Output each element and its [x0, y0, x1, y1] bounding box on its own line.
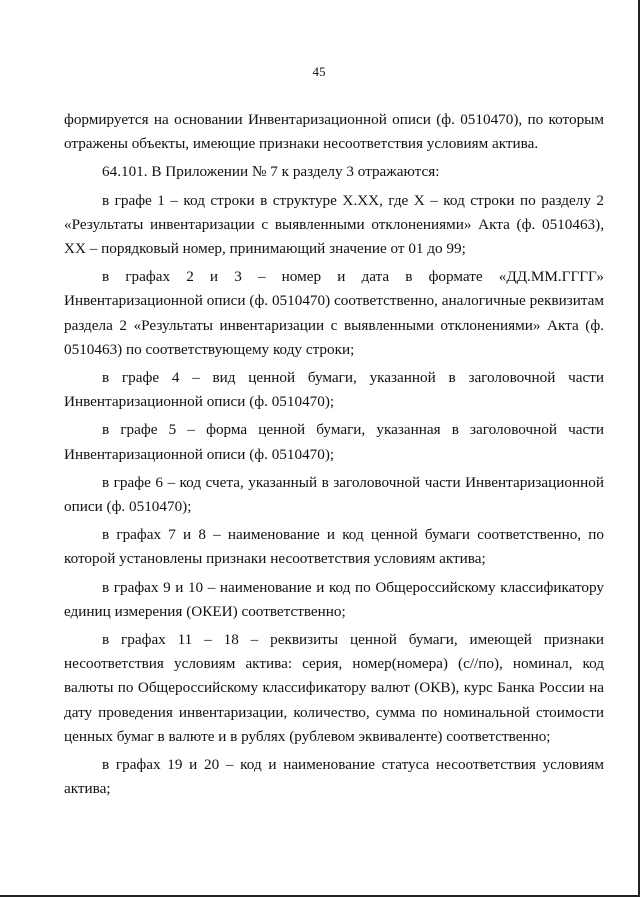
paragraph: в графах 7 и 8 – наименование и код ценной бумаги соответственно, по которой установлены признаки несоответствия условиям актива; [64, 526, 604, 568]
paragraph: в графах 11 – 18 – реквизиты ценной бумаги, имеющей признаки несоответствия условиям актива: серия, номер(номера) (с//по), номинал, код валюты по Общероссийскому классификатору валют (ОКВ), курс Банка России на дату проведения инвентаризации, количество, сумма по номинальной стоимости ценных бумаг в валюте и в рублях (рублевом эквиваленте) соответственно; [64, 631, 604, 745]
page-number: 45 [312, 64, 326, 79]
paragraph: в графе 5 – форма ценной бумаги, указанная в заголовочной части Инвентаризационной описи (ф. 0510470); [64, 421, 604, 463]
paragraph: в графе 6 – код счета, указанный в заголовочной части Инвентаризационной описи (ф. 0510470); [64, 473, 604, 516]
paragraph: в графах 9 и 10 – наименование и код по Общероссийскому классификатору единиц измерения (ОКЕИ) соответственно; [64, 578, 604, 620]
document-body [64, 108, 604, 801]
paragraph: формируется на основании Инвентаризационной описи (ф. 0510470), по которым отражены объекты, имеющие признаки несоответствия условиям актива. [64, 111, 604, 153]
paragraph: в графах 2 и 3 – номер и дата в формате «ДД.ММ.ГГГГ» Инвентаризационной описи (ф. 0510470) соответственно, аналогичные реквизитам раздела 2 «Результаты инвентаризации с выявленными отклонениями» Акта (ф. 0510463) по соответствующему коду строки; [64, 268, 604, 358]
paragraph: в графе 1 – код строки в структуре Х.ХХ, где Х – код строки по разделу 2 «Результаты инвентаризации с выявленными отклонениями» Акта (ф. 0510463), ХХ – порядковый номер, принимающий значение от 01 до 99; [64, 191, 604, 258]
paragraph: в графе 4 – вид ценной бумаги, указанной в заголовочной части Инвентаризационной описи (ф. 0510470); [64, 369, 604, 411]
paragraph: 64.101. В Приложении № 7 к разделу 3 отражаются: [102, 163, 440, 181]
paragraph: в графах 19 и 20 – код и наименование статуса несоответствия условиям актива; [64, 756, 604, 798]
